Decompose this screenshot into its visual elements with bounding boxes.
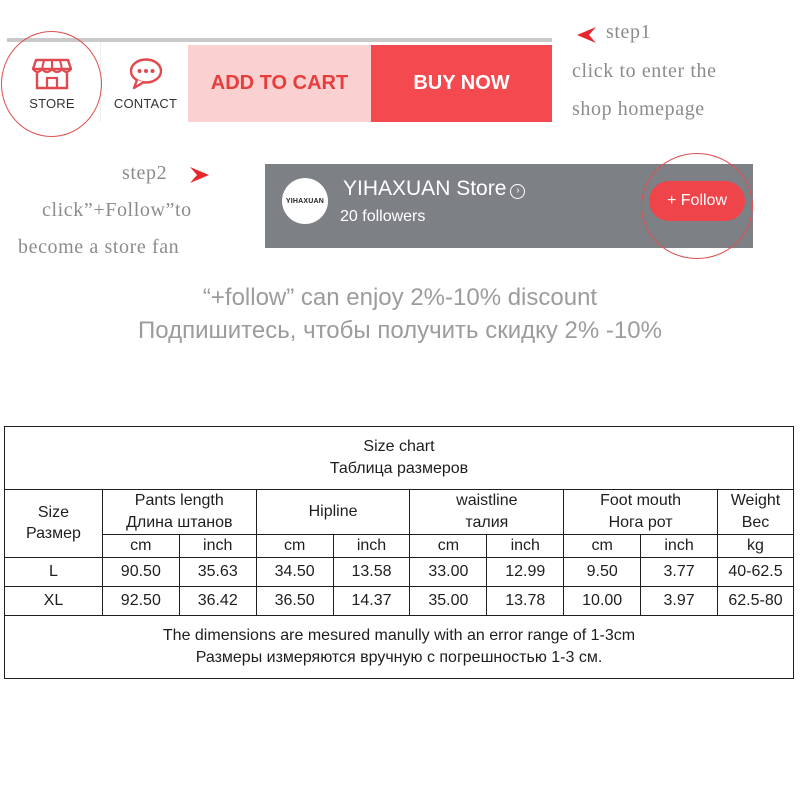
value-cell: 13.58 [333,557,410,586]
foot-mouth-header [564,490,718,535]
header-ru: Нога рот [608,514,673,531]
note-en: The dimensions are mesured manully with an error range of 1-3cm [162,627,636,644]
step2-label: step2 [122,162,168,184]
size-chart-title [5,427,794,490]
header-en: waistline [456,492,518,510]
size-header-en: Size [37,503,69,521]
header-en: Pants length [134,492,224,510]
step1-line1: click to enter the [572,60,717,82]
size-chart-table [4,426,794,679]
header-ru: Вес [741,514,770,531]
store-name-link[interactable] [343,177,525,201]
add-to-cart-button[interactable]: ADD TO CART [188,45,371,122]
value-cell: 36.42 [179,586,256,615]
discount-text-ru: Подпишитесь, чтобы получить скидку 2% -10% [138,317,662,344]
step1-label: step1 [606,21,652,43]
follow-button[interactable]: + Follow [649,181,745,221]
unit-cell: cm [256,535,333,558]
value-cell: 35.63 [179,557,256,586]
unit-cell: cm [410,535,487,558]
value-cell: 9.50 [564,557,641,586]
size-header [5,490,103,558]
arrow-left-icon [576,26,598,44]
table-row [5,586,794,615]
value-cell: 40-62.5 [717,557,793,586]
header-ru: талия [465,514,509,531]
unit-cell: inch [179,535,256,558]
value-cell: 3.97 [641,586,718,615]
chat-bubble-icon [126,56,166,90]
value-cell: 34.50 [256,557,333,586]
follow-highlight-circle [641,153,753,259]
weight-header [717,490,793,535]
value-cell: 62.5-80 [717,586,793,615]
value-cell: 3.77 [641,557,718,586]
header-en: Weight [730,492,781,510]
table-row [5,557,794,586]
chevron-right-icon: › [510,184,525,199]
waistline-header [410,490,564,535]
note-ru: Размеры измеряются вручную с погрешностью 1-3 см. [195,648,603,666]
step1-line2: shop homepage [572,98,705,120]
unit-cell: kg [717,535,793,558]
header-en: Hipline [308,503,358,521]
follower-count: 20 followers [340,208,426,225]
contact-label: CONTACT [113,96,178,111]
step2-line1: click”+Follow”to [42,199,192,221]
contact-button[interactable] [100,42,190,122]
size-cell: XL [5,586,103,615]
value-cell: 35.00 [410,586,487,615]
discount-text-en: “+follow” can enjoy 2%-10% discount [202,284,598,311]
title-ru: Таблица размеров [329,460,469,477]
value-cell: 36.50 [256,586,333,615]
size-header-ru: Размер [25,525,81,543]
store-name: YIHAXUAN Store [343,177,507,200]
measurement-note [5,615,794,678]
store-logo: YIHAXUAN [282,178,328,224]
store-label: STORE [29,96,75,111]
value-cell: 92.50 [102,586,179,615]
header-ru: Длина штанов [126,514,233,531]
title-en: Size chart [363,438,435,456]
arrow-right-icon [188,166,210,184]
buy-now-button[interactable]: BUY NOW [371,45,552,122]
hipline-header [256,490,410,535]
value-cell: 14.37 [333,586,410,615]
unit-cell: inch [641,535,718,558]
header-en: Foot mouth [600,492,682,510]
step2-line2: become a store fan [18,236,180,258]
unit-cell: cm [564,535,641,558]
value-cell: 12.99 [487,557,564,586]
unit-cell: inch [333,535,410,558]
value-cell: 13.78 [487,586,564,615]
pants-length-header [102,490,256,535]
unit-cell: inch [487,535,564,558]
store-highlight-circle [1,31,102,137]
unit-cell: cm [102,535,179,558]
value-cell: 90.50 [102,557,179,586]
value-cell: 10.00 [564,586,641,615]
value-cell: 33.00 [410,557,487,586]
size-cell: L [5,557,103,586]
